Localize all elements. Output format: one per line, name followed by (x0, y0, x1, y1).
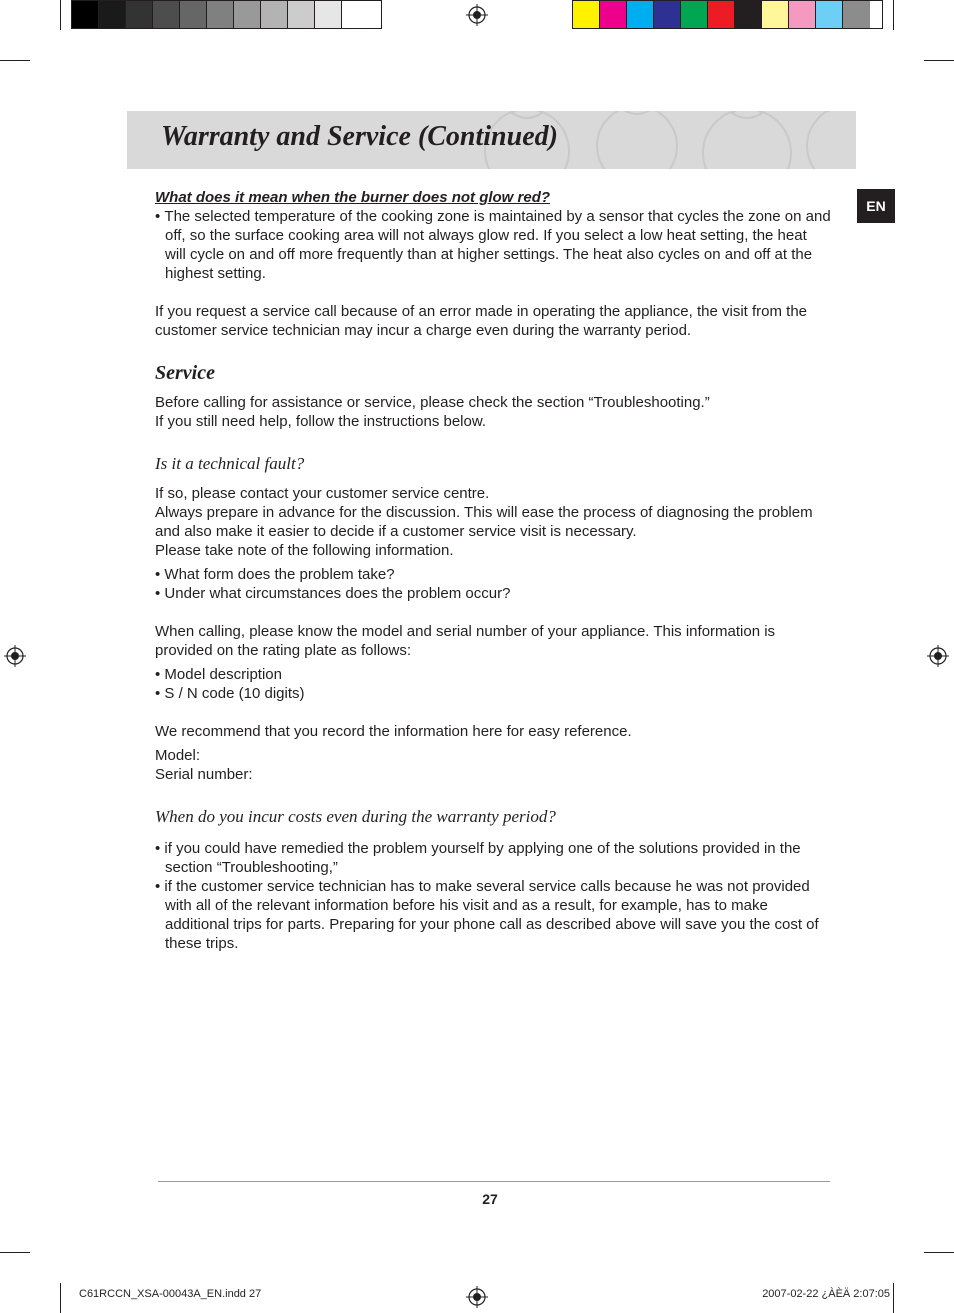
technical-fault-heading: Is it a technical fault? (155, 454, 305, 473)
crop-mark (924, 60, 954, 61)
crop-mark (893, 1283, 894, 1313)
list-item: • S / N code (10 digits) (155, 684, 831, 703)
technical-fault-line: Always prepare in advance for the discussion. This will ease the process of diagnosing the problem and also make it easier to decide if a customer service visit is necessary. (155, 504, 813, 540)
service-intro-line: Before calling for assistance or service, please check the section “Troubleshooting.” (155, 394, 710, 411)
color-swatch (708, 1, 735, 28)
grayscale-color-bar (71, 0, 382, 29)
calling-instructions: When calling, please know the model and serial number of your appliance. This information is provided on the rating plate as follows: (155, 623, 776, 659)
list-item: • What form does the problem take? (155, 565, 831, 584)
crop-mark (0, 1252, 30, 1253)
color-swatch (261, 1, 288, 28)
technical-fault-line: If so, please contact your customer service centre. (155, 485, 490, 502)
serial-number-label: Serial number: (155, 766, 253, 783)
color-swatch (681, 1, 708, 28)
warranty-costs-heading: When do you incur costs even during the warranty period? (155, 807, 556, 826)
color-swatch (654, 1, 681, 28)
color-swatch (627, 1, 654, 28)
crop-mark (0, 60, 30, 61)
color-swatch (99, 1, 126, 28)
color-swatch (72, 1, 99, 28)
color-swatch (600, 1, 627, 28)
list-item: • Model description (155, 665, 831, 684)
file-slug: C61RCCN_XSA-00043A_EN.indd 27 (79, 1288, 262, 1300)
record-recommendation: We recommend that you record the information here for easy reference. (155, 723, 632, 740)
list-item: • if you could have remedied the problem yourself by applying one of the solutions provided in the section “Troubleshooting,” (155, 839, 831, 877)
language-badge: EN (857, 189, 895, 223)
color-swatch (789, 1, 816, 28)
burner-glow-heading: What does it mean when the burner does not glow red? (155, 189, 551, 206)
registration-mark-icon (466, 4, 488, 26)
glow-explanation-bullet: • The selected temperature of the cooking zone is maintained by a sensor that cycles the zone on and off, so the surface cooking area will not always glow red. If you select a low heat setting, the heat will cycle on and off more frequently than at higher settings. The heat also cycles on and off at the highest setting. (155, 207, 831, 283)
color-swatch (207, 1, 234, 28)
color-swatch (735, 1, 762, 28)
color-swatch (153, 1, 180, 28)
crop-mark (60, 1283, 61, 1313)
main-content (155, 188, 831, 953)
crop-mark (893, 0, 894, 30)
registration-mark-icon (4, 645, 26, 667)
service-heading: Service (155, 362, 215, 384)
color-swatch (573, 1, 600, 28)
service-call-note: If you request a service call because of an error made in operating the appliance, the visit from the customer service technician may incur a charge even during the warranty period. (155, 303, 808, 339)
technical-fault-line: Please take note of the following information. (155, 542, 454, 559)
registration-mark-icon (927, 645, 949, 667)
process-color-bar (572, 0, 883, 29)
color-swatch (288, 1, 315, 28)
color-swatch (234, 1, 261, 28)
color-swatch (126, 1, 153, 28)
service-intro-line: If you still need help, follow the instructions below. (155, 413, 487, 430)
list-item: • Under what circumstances does the problem occur? (155, 584, 831, 603)
color-swatch (315, 1, 342, 28)
header-band (127, 111, 856, 169)
page-title: Warranty and Service (Continued) (161, 121, 558, 152)
crop-mark (924, 1252, 954, 1253)
crop-mark (60, 0, 61, 30)
color-swatch (843, 1, 870, 28)
color-swatch (180, 1, 207, 28)
color-swatch (762, 1, 789, 28)
footer-divider (158, 1181, 830, 1182)
color-swatch (816, 1, 843, 28)
color-swatch (342, 1, 369, 28)
date-slug: 2007-02-22 ¿ÀÈÄ 2:07:05 (762, 1288, 890, 1300)
registration-mark-icon (466, 1286, 488, 1308)
model-label: Model: (155, 747, 201, 764)
list-item: • if the customer service technician has to make several service calls because he was not provided with all of the relevant information before his visit and as a result, for example, has to make additional trips for parts. Preparing for your phone call as described above will save you the cost of these trips. (155, 877, 831, 953)
page-number: 27 (482, 1191, 498, 1207)
